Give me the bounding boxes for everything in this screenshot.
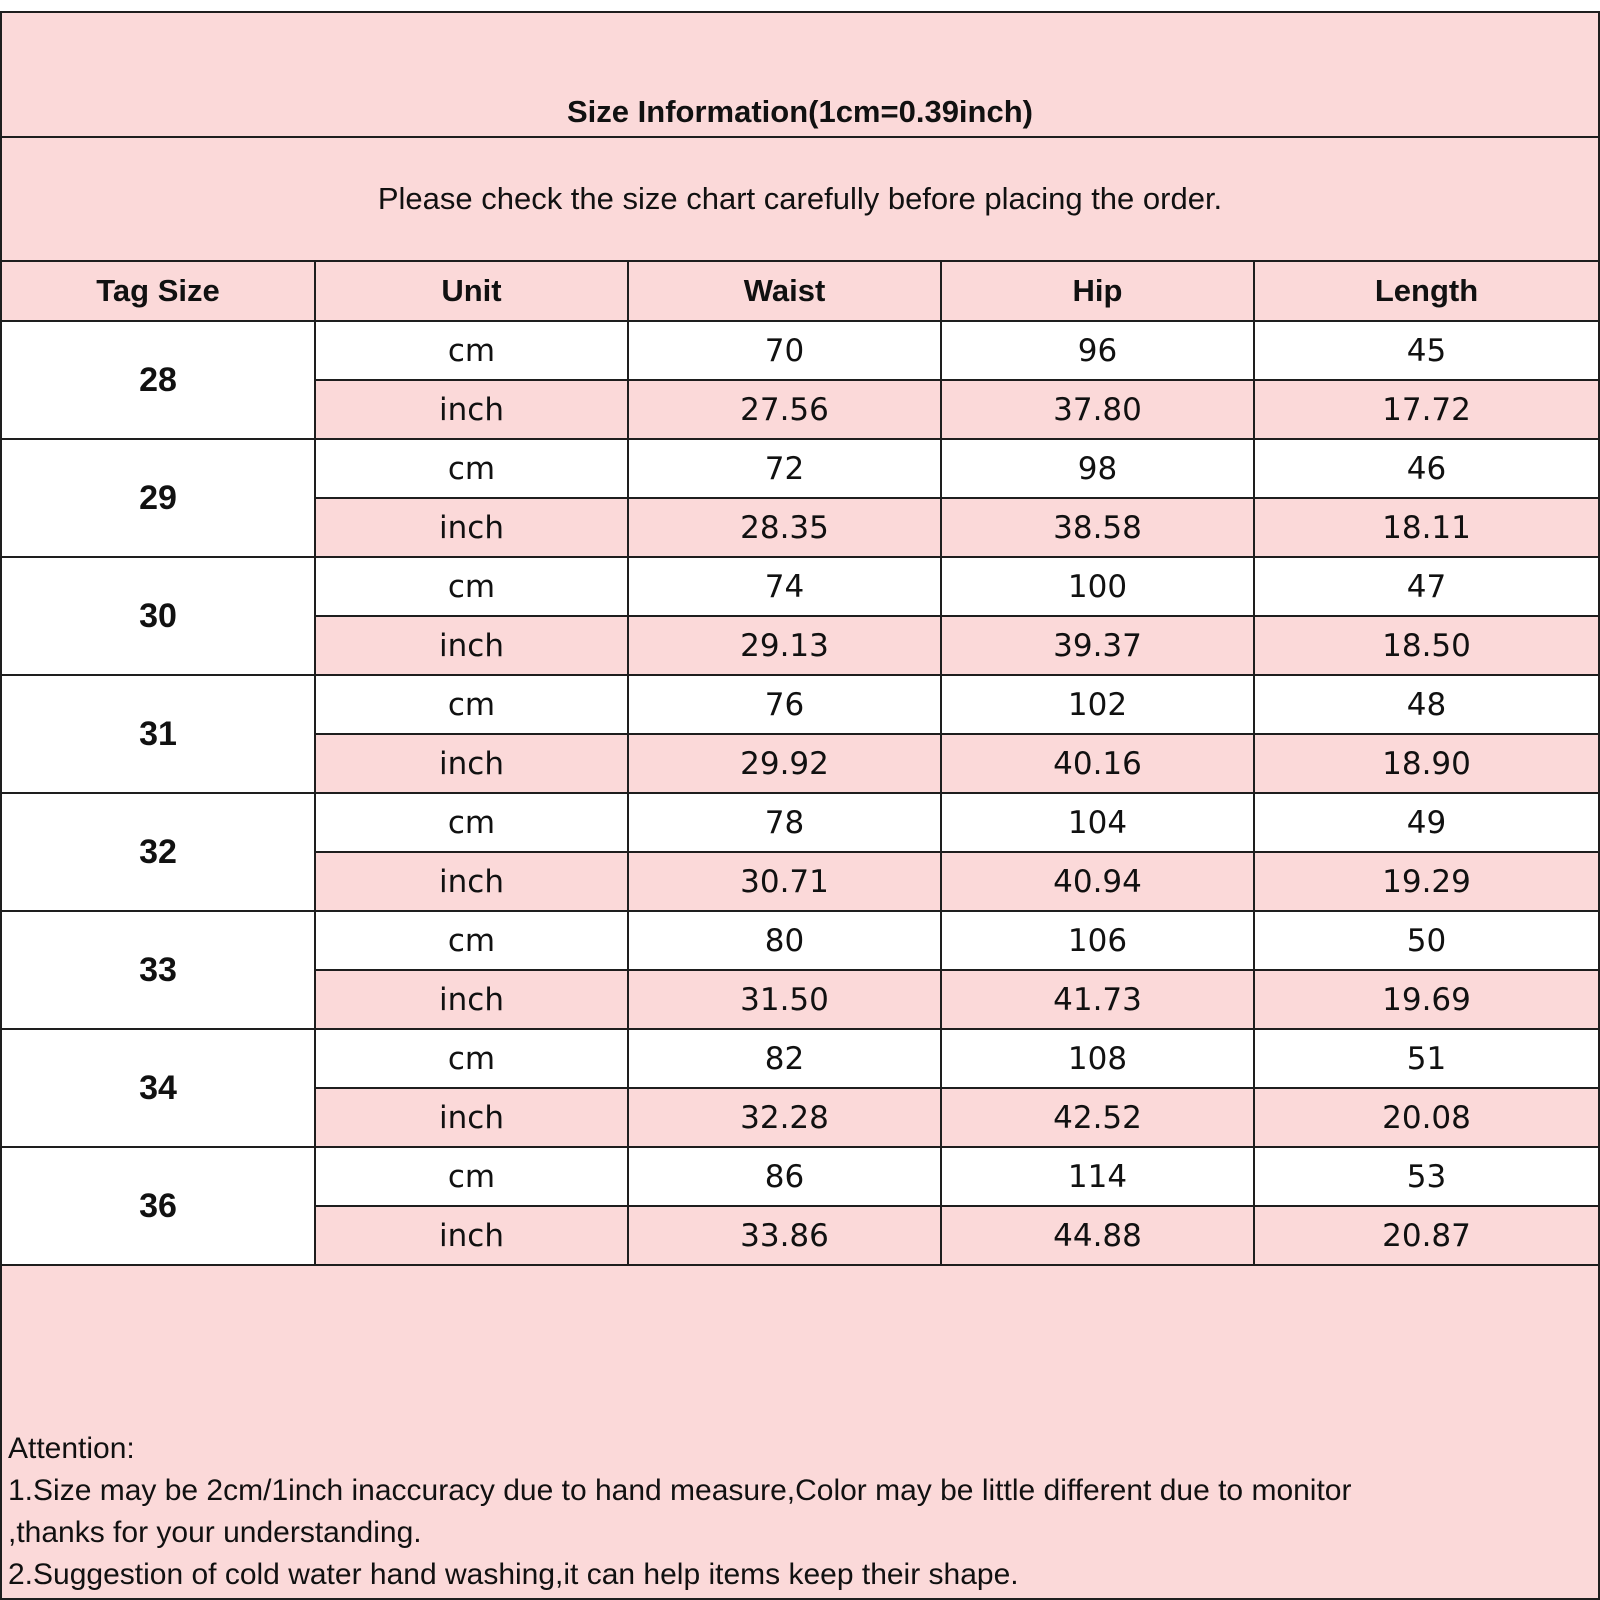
length-cell: 18.90 bbox=[1254, 734, 1598, 793]
length-cell: 51 bbox=[1254, 1029, 1598, 1088]
unit-cell: cm bbox=[315, 1029, 628, 1088]
hip-cell: 38.58 bbox=[941, 498, 1254, 557]
unit-cell: inch bbox=[315, 380, 628, 439]
unit-cell: inch bbox=[315, 852, 628, 911]
length-cell: 19.69 bbox=[1254, 970, 1598, 1029]
table-row bbox=[2, 911, 1598, 970]
unit-cell: cm bbox=[315, 439, 628, 498]
size-chart bbox=[0, 11, 1600, 1600]
tag-size-cell: 32 bbox=[2, 793, 315, 911]
order-note: Please check the size chart carefully before placing the order. bbox=[377, 181, 1223, 216]
unit-cell: cm bbox=[315, 911, 628, 970]
unit-cell: cm bbox=[315, 321, 628, 380]
length-cell: 18.11 bbox=[1254, 498, 1598, 557]
length-cell: 20.08 bbox=[1254, 1088, 1598, 1147]
waist-cell: 27.56 bbox=[628, 380, 941, 439]
unit-cell: inch bbox=[315, 616, 628, 675]
hip-cell: 108 bbox=[941, 1029, 1254, 1088]
unit-cell: inch bbox=[315, 1088, 628, 1147]
table-row bbox=[2, 793, 1598, 852]
unit-cell: inch bbox=[315, 970, 628, 1029]
size-table-body bbox=[2, 321, 1598, 1265]
hip-cell: 98 bbox=[941, 439, 1254, 498]
tag-size-cell: 36 bbox=[2, 1147, 315, 1265]
hip-cell: 37.80 bbox=[941, 380, 1254, 439]
length-cell: 53 bbox=[1254, 1147, 1598, 1206]
hip-cell: 39.37 bbox=[941, 616, 1254, 675]
waist-cell: 86 bbox=[628, 1147, 941, 1206]
header-hip: Hip bbox=[941, 262, 1254, 321]
unit-cell: inch bbox=[315, 734, 628, 793]
hip-cell: 106 bbox=[941, 911, 1254, 970]
length-cell: 19.29 bbox=[1254, 852, 1598, 911]
length-cell: 20.87 bbox=[1254, 1206, 1598, 1265]
chart-title: Size Information(1cm=0.39inch) bbox=[567, 94, 1033, 129]
hip-cell: 96 bbox=[941, 321, 1254, 380]
header-length: Length bbox=[1254, 262, 1598, 321]
waist-cell: 29.13 bbox=[628, 616, 941, 675]
hip-cell: 100 bbox=[941, 557, 1254, 616]
waist-cell: 82 bbox=[628, 1029, 941, 1088]
waist-cell: 29.92 bbox=[628, 734, 941, 793]
waist-cell: 80 bbox=[628, 911, 941, 970]
attention-line: 2.Suggestion of cold water hand washing,it can help items keep their shape. bbox=[8, 1558, 1019, 1591]
tag-size-cell: 28 bbox=[2, 321, 315, 439]
length-cell: 48 bbox=[1254, 675, 1598, 734]
table-row bbox=[2, 557, 1598, 616]
title-row bbox=[2, 13, 1598, 138]
tag-size-cell: 30 bbox=[2, 557, 315, 675]
waist-cell: 30.71 bbox=[628, 852, 941, 911]
note-row bbox=[2, 138, 1598, 262]
waist-cell: 31.50 bbox=[628, 970, 941, 1029]
tag-size-cell: 34 bbox=[2, 1029, 315, 1147]
hip-cell: 41.73 bbox=[941, 970, 1254, 1029]
tag-size-cell: 33 bbox=[2, 911, 315, 1029]
length-cell: 47 bbox=[1254, 557, 1598, 616]
hip-cell: 114 bbox=[941, 1147, 1254, 1206]
waist-cell: 28.35 bbox=[628, 498, 941, 557]
unit-cell: inch bbox=[315, 498, 628, 557]
header-waist: Waist bbox=[628, 262, 941, 321]
tag-size-cell: 29 bbox=[2, 439, 315, 557]
waist-cell: 74 bbox=[628, 557, 941, 616]
length-cell: 45 bbox=[1254, 321, 1598, 380]
unit-cell: cm bbox=[315, 793, 628, 852]
header-row bbox=[2, 262, 1598, 321]
table-row bbox=[2, 675, 1598, 734]
hip-cell: 42.52 bbox=[941, 1088, 1254, 1147]
unit-cell: cm bbox=[315, 1147, 628, 1206]
waist-cell: 76 bbox=[628, 675, 941, 734]
header-unit: Unit bbox=[315, 262, 628, 321]
hip-cell: 102 bbox=[941, 675, 1254, 734]
attention-line: ,thanks for your understanding. bbox=[8, 1516, 422, 1549]
length-cell: 49 bbox=[1254, 793, 1598, 852]
waist-cell: 33.86 bbox=[628, 1206, 941, 1265]
length-cell: 50 bbox=[1254, 911, 1598, 970]
unit-cell: cm bbox=[315, 557, 628, 616]
length-cell: 18.50 bbox=[1254, 616, 1598, 675]
hip-cell: 40.16 bbox=[941, 734, 1254, 793]
table-row bbox=[2, 1147, 1598, 1206]
waist-cell: 78 bbox=[628, 793, 941, 852]
table-row bbox=[2, 321, 1598, 380]
waist-cell: 32.28 bbox=[628, 1088, 941, 1147]
unit-cell: inch bbox=[315, 1206, 628, 1265]
attention-line: 1.Size may be 2cm/1inch inaccuracy due to hand measure,Color may be little different due to monitor bbox=[8, 1474, 1352, 1507]
header-tag-size: Tag Size bbox=[2, 262, 315, 321]
hip-cell: 40.94 bbox=[941, 852, 1254, 911]
unit-cell: cm bbox=[315, 675, 628, 734]
waist-cell: 72 bbox=[628, 439, 941, 498]
table-row bbox=[2, 1029, 1598, 1088]
hip-cell: 44.88 bbox=[941, 1206, 1254, 1265]
attention-notes bbox=[8, 1428, 1588, 1596]
table-row bbox=[2, 439, 1598, 498]
tag-size-cell: 31 bbox=[2, 675, 315, 793]
attention-heading: Attention: bbox=[8, 1432, 135, 1465]
length-cell: 46 bbox=[1254, 439, 1598, 498]
hip-cell: 104 bbox=[941, 793, 1254, 852]
length-cell: 17.72 bbox=[1254, 380, 1598, 439]
waist-cell: 70 bbox=[628, 321, 941, 380]
size-table bbox=[2, 262, 1598, 1266]
